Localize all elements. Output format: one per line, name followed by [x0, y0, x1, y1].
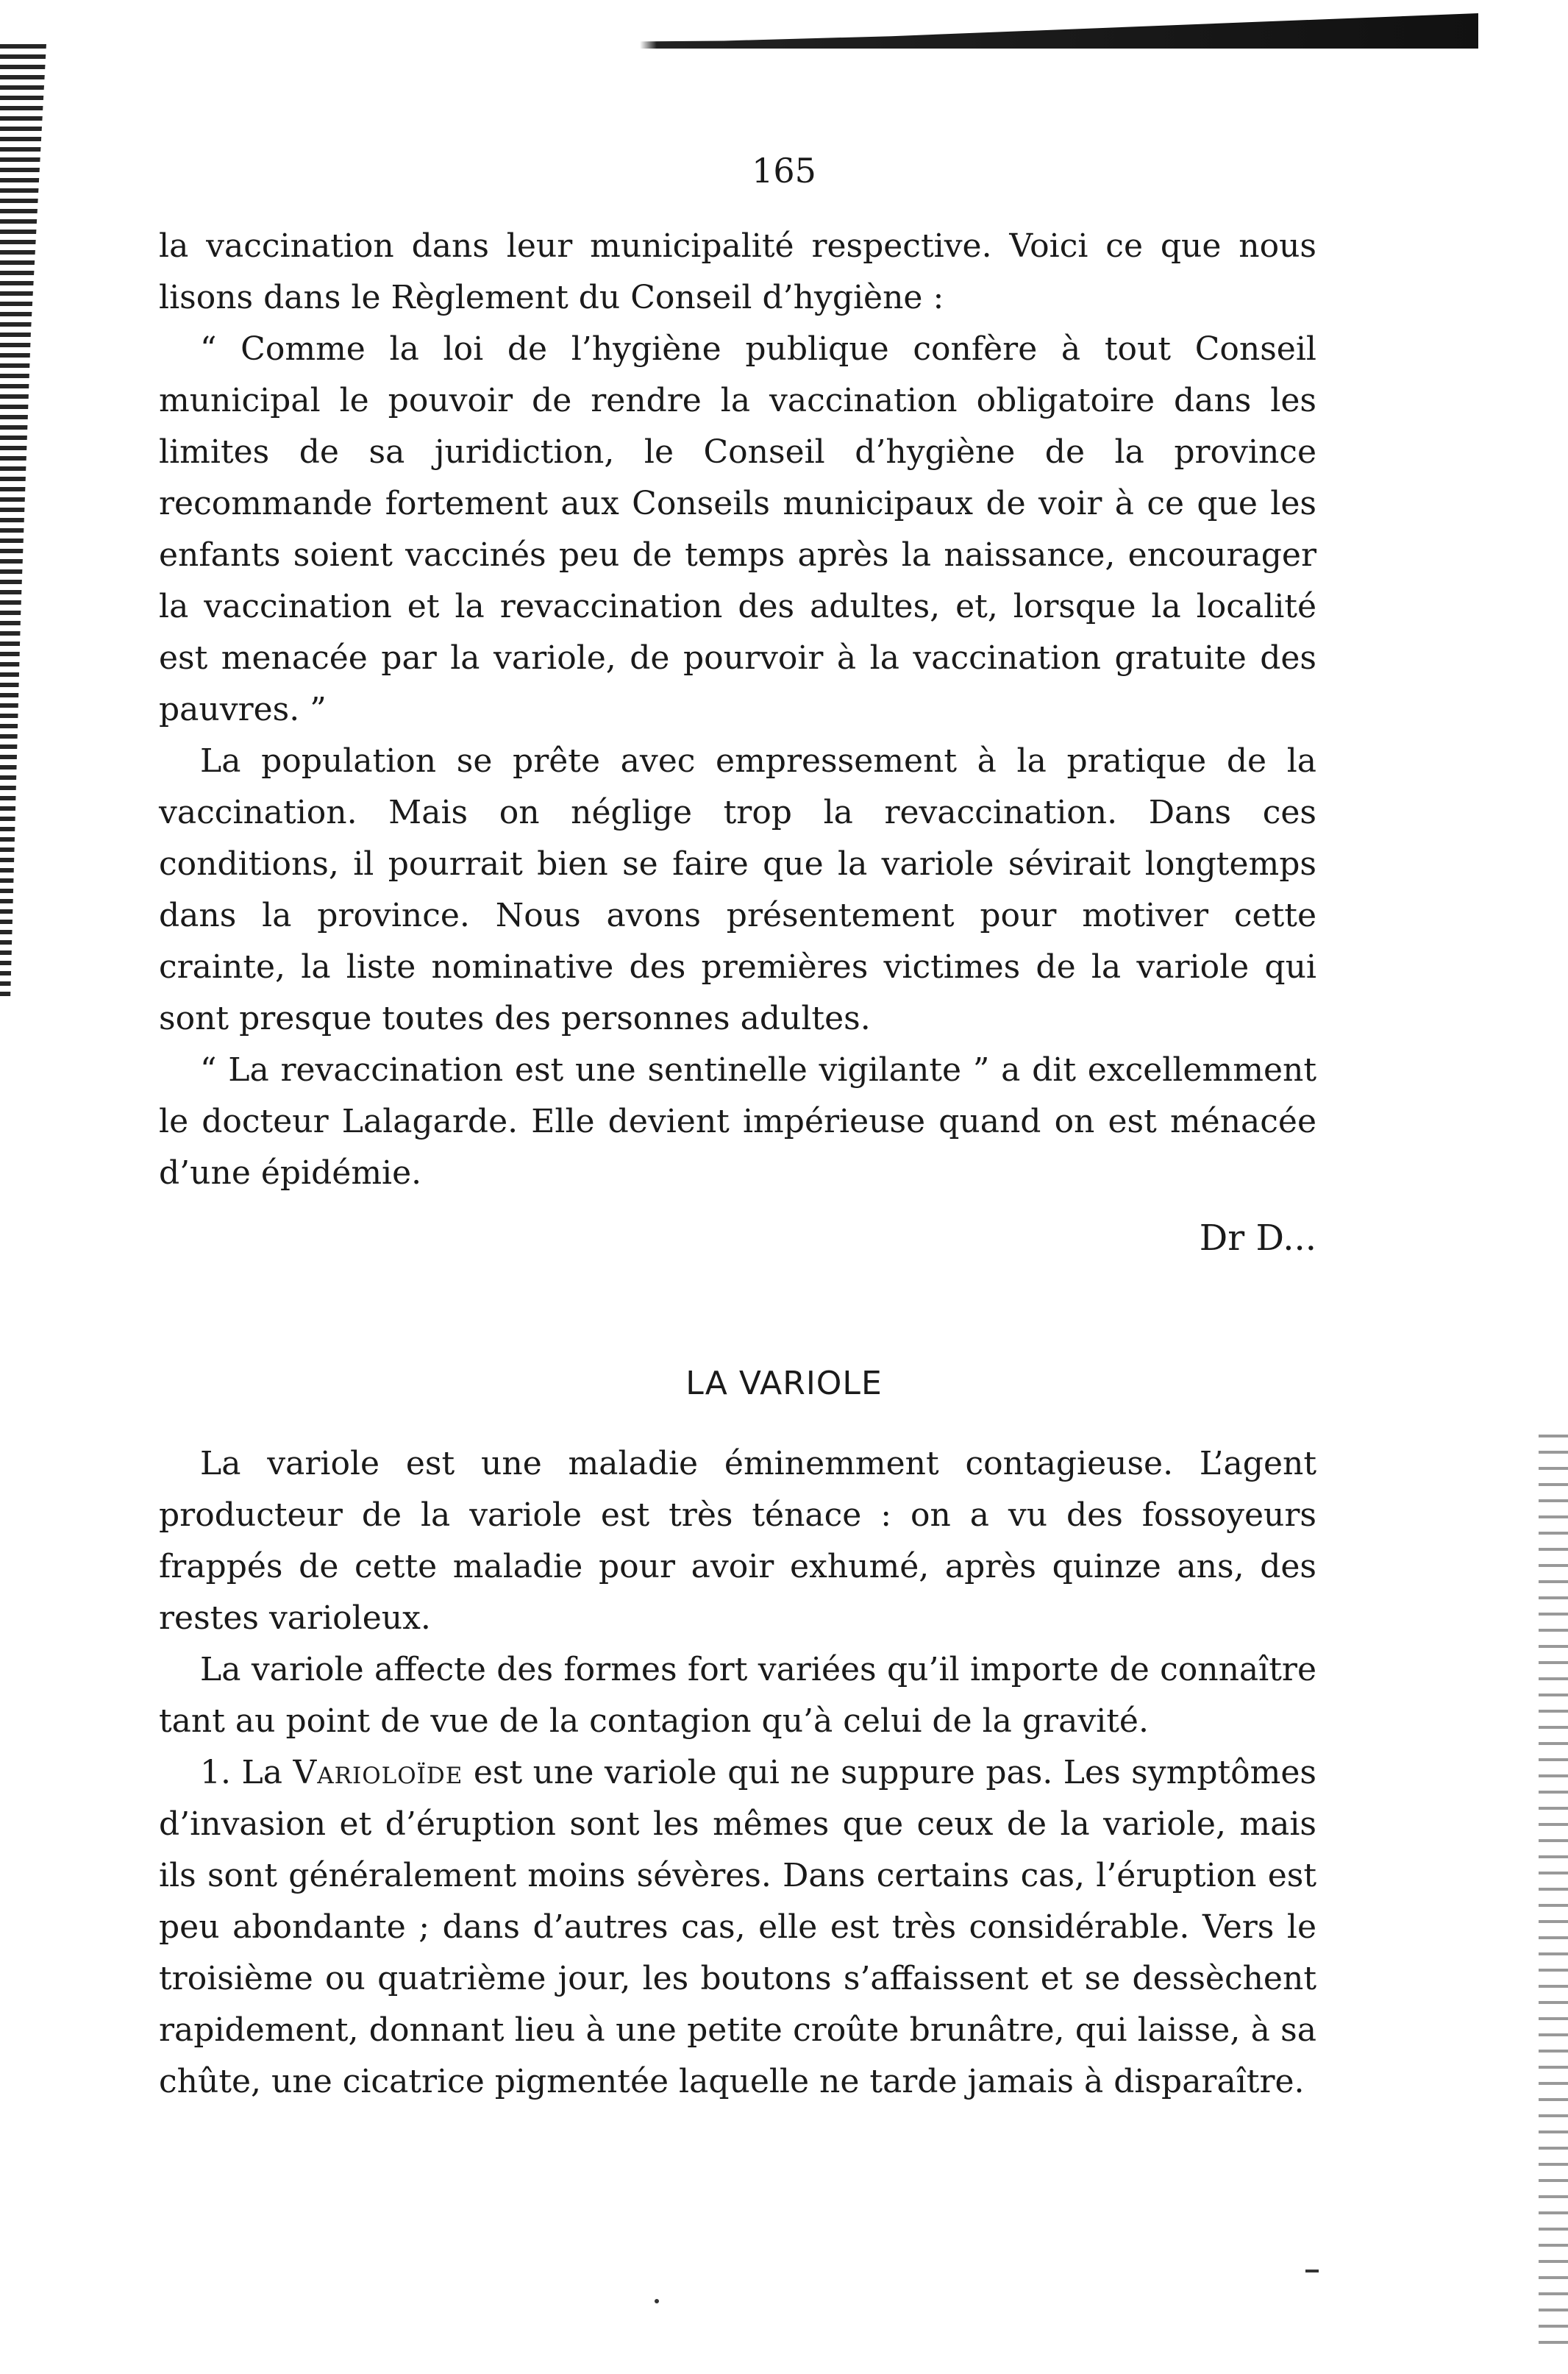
paragraph-quote: “ Comme la loi de l’hygiène publique confère à tout Conseil municipal le pouvoir de rendre la vaccination obligatoire dans les limites de sa juridiction, le Conseil d’hygiène de la province recommande fortement aux Conseils municipaux de voir à ce que les enfants soient vaccinés peu de temps après la naissance, encourager la vaccination et la revaccination des adultes, et, lorsque la localité est menacée par la variole, de pourvoir à la vaccination gratuite des pauvres. ” — [159, 330, 1316, 728]
paragraph-numbered — [159, 1747, 1316, 2108]
paragraph-lead: 1. La — [200, 1754, 293, 1791]
term-varioloide: Varioloïde — [293, 1754, 463, 1791]
section-variole-text — [159, 1438, 1316, 2108]
scan-mark — [1305, 2270, 1319, 2272]
section-vaccination-text — [159, 221, 1316, 1199]
scan-edge-top — [640, 13, 1478, 49]
author-signature: Dr D... — [1199, 1218, 1316, 1259]
paragraph: la vaccination dans leur municipalité respective. Voici ce que nous lisons dans le Règlement du Conseil d’hygiène : — [159, 227, 1316, 316]
page-number: 165 — [752, 151, 816, 191]
paragraph: La variole affecte des formes fort variées qu’il importe de connaître tant au point de vue de la contagion qu’à celui de la gravité. — [159, 1651, 1316, 1740]
scan-mark — [655, 2299, 659, 2303]
paragraph-rest: est une variole qui ne suppure pas. Les symptômes d’invasion et d’éruption sont les mêmes que ceux de la variole, mais ils sont généralement moins sévères. Dans certains cas, l’éruption est peu abondante ; dans d’autres cas, elle est très considérable. Vers le troisième ou quatrième jour, les boutons s’affaissent et se dessèchent rapidement, donnant lieu à une petite croûte brunâtre, qui laisse, à sa chûte, une cicatrice pigmentée laquelle ne tarde jamais à disparaître. — [159, 1754, 1316, 2100]
paragraph: La variole est une maladie éminemment contagieuse. L’agent producteur de la variole est très ténace : on a vu des fossoyeurs frappés de cette maladie pour avoir exhumé, après quinze ans, des restes varioleux. — [159, 1445, 1316, 1637]
paragraph-quote: “ La revaccination est une sentinelle vigilante ” a dit excellemment le docteur Lalagarde. Elle devient impérieuse quand on est ménacée d’une épidémie. — [159, 1051, 1316, 1192]
paragraph: La population se prête avec empressement à la pratique de la vaccination. Mais on néglige trop la revaccination. Dans ces conditions, il pourrait bien se faire que la variole sévirait longtemps dans la province. Nous avons présentement pour motiver cette crainte, la liste nominative des premières victimes de la variole qui sont presque toutes des personnes adultes. — [159, 742, 1316, 1037]
scan-edge-right — [1539, 1435, 1568, 2354]
section-title: LA VARIOLE — [685, 1365, 883, 1402]
